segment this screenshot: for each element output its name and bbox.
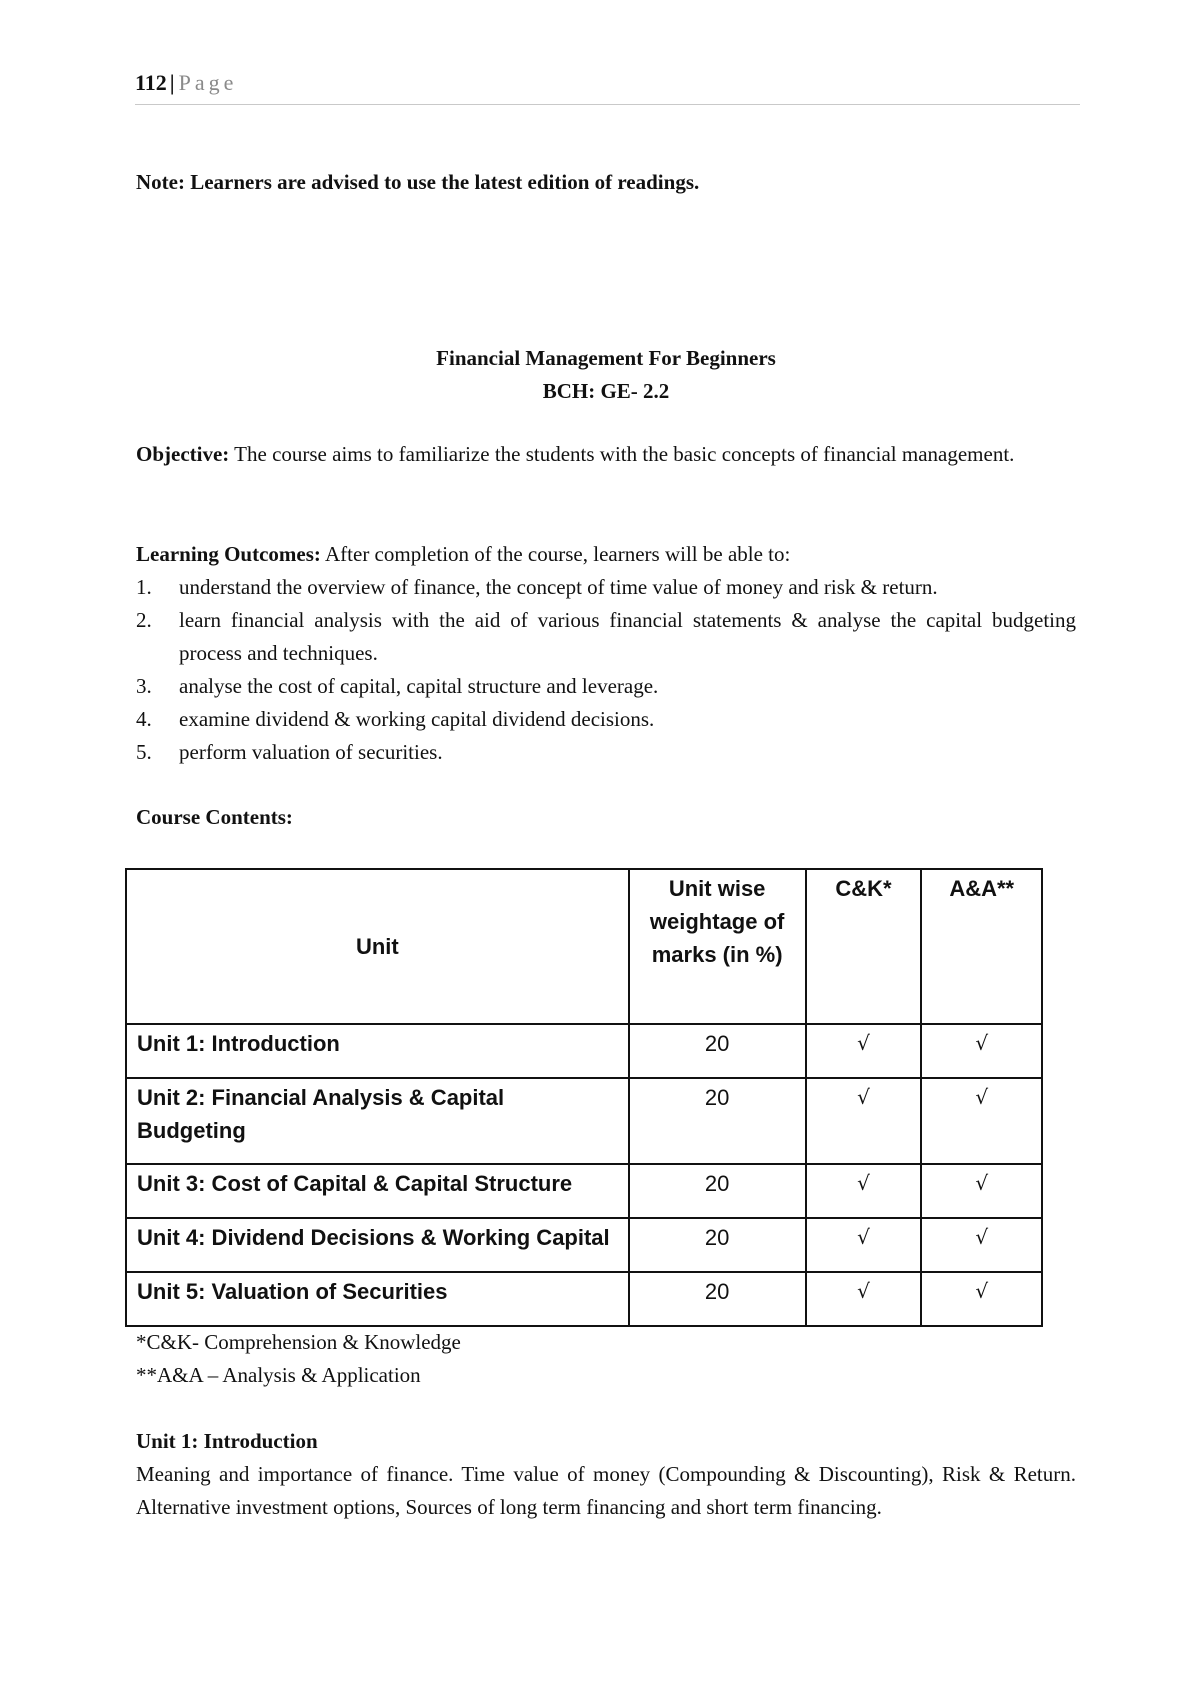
page-separator: | [169,70,175,95]
readings-note: Note: Learners are advised to use the latest edition of readings. [136,170,700,194]
unit-name: Unit 3: Cost of Capital & Capital Structure [126,1164,629,1218]
unit1-heading: Unit 1: Introduction [136,1429,318,1453]
objective-text: The course aims to familiarize the students with the basic concepts of financial management. [234,442,1015,466]
unit-weightage-table [125,868,1043,1327]
table-row [126,1078,1042,1164]
course-code: BCH: GE- 2.2 [542,379,670,403]
ck-check-icon: √ [806,1272,922,1326]
course-contents-label: Course Contents: [136,805,293,829]
table-row [126,1218,1042,1272]
aa-check-icon: √ [921,1078,1042,1164]
table-row [126,1024,1042,1078]
footnote-aa: **A&A – Analysis & Application [136,1363,421,1387]
header-ck: C&K* [806,869,922,1024]
page-header [135,70,1080,105]
learning-outcomes-intro [136,538,1076,571]
list-item [136,670,1076,703]
unit-name: Unit 4: Dividend Decisions & Working Capital [126,1218,629,1272]
header-weightage: Unit wise weightage of marks (in %) [629,869,806,1024]
list-item-text: analyse the cost of capital, capital structure and leverage. [179,674,659,698]
list-item-number: 5. [136,740,152,764]
ck-check-icon: √ [806,1078,922,1164]
list-item [136,604,1076,670]
list-item [136,736,1076,769]
course-title-block [136,342,1076,408]
list-item-number: 4. [136,707,152,731]
page-number: 112 [135,70,167,95]
aa-check-icon: √ [921,1218,1042,1272]
page-label: Page [178,70,238,95]
list-item-text: perform valuation of securities. [179,740,443,764]
footnote-ck: *C&K- Comprehension & Knowledge [136,1330,461,1354]
unit-weightage: 20 [629,1024,806,1078]
ck-check-icon: √ [806,1024,922,1078]
unit-weightage: 20 [629,1164,806,1218]
list-item [136,703,1076,736]
unit-weightage: 20 [629,1272,806,1326]
list-item-text: learn financial analysis with the aid of various financial statements & analyse the capital budgeting process and techniques. [179,608,1076,665]
objective-paragraph [136,438,1076,471]
list-item [136,571,1076,604]
list-item-number: 2. [136,608,152,632]
header-aa: A&A** [921,869,1042,1024]
unit-weightage: 20 [629,1218,806,1272]
unit-weightage: 20 [629,1078,806,1164]
learning-outcomes-list [136,571,1076,769]
table-row [126,1164,1042,1218]
unit-name: Unit 2: Financial Analysis & Capital Budgeting [126,1078,629,1164]
list-item-text: understand the overview of finance, the concept of time value of money and risk & return. [179,575,938,599]
learning-outcomes-intro-text: After completion of the course, learners will be able to: [325,542,791,566]
aa-check-icon: √ [921,1024,1042,1078]
list-item-number: 1. [136,575,152,599]
objective-label: Objective: [136,442,230,466]
unit-name: Unit 1: Introduction [126,1024,629,1078]
ck-check-icon: √ [806,1218,922,1272]
unit1-description: Meaning and importance of finance. Time value of money (Compounding & Discounting), Risk & Return. Alternative investment options, Sources of long term financing and short term financing. [136,1462,1076,1519]
list-item-text: examine dividend & working capital dividend decisions. [179,707,655,731]
unit-name: Unit 5: Valuation of Securities [126,1272,629,1326]
list-item-number: 3. [136,674,152,698]
ck-check-icon: √ [806,1164,922,1218]
learning-outcomes-label: Learning Outcomes: [136,542,321,566]
course-title: Financial Management For Beginners [436,346,776,370]
aa-check-icon: √ [921,1272,1042,1326]
aa-check-icon: √ [921,1164,1042,1218]
header-unit: Unit [126,869,629,1024]
table-header-row [126,869,1042,1024]
table-row [126,1272,1042,1326]
